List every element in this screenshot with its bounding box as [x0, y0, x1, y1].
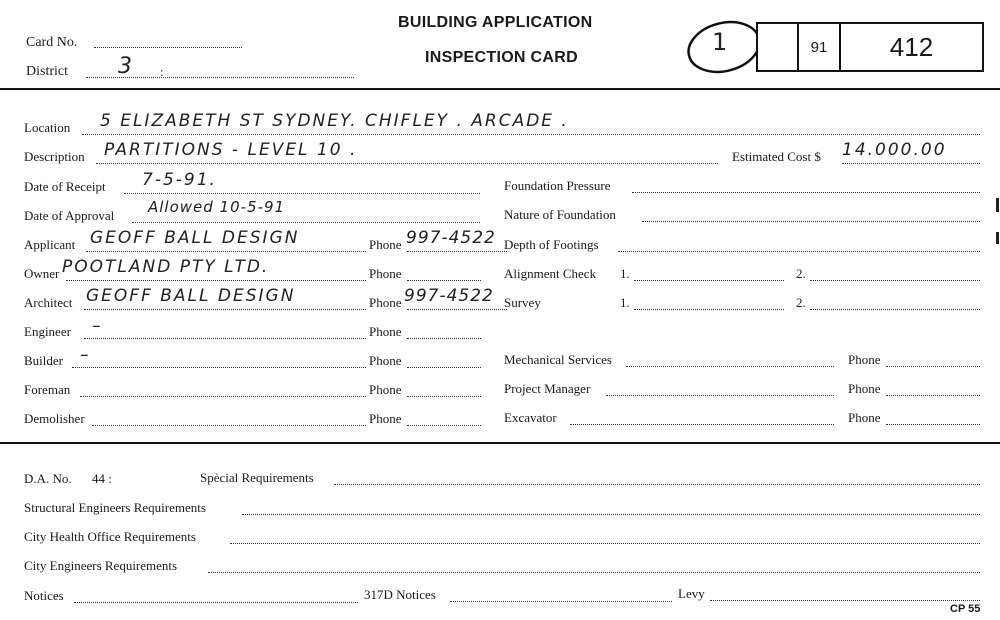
architect-phone-label: Phone [369, 295, 402, 310]
circle-mark-digit: 1 [712, 28, 730, 56]
architect-phone-field[interactable] [407, 309, 507, 310]
engineer-phone-field[interactable] [407, 338, 481, 339]
demolisher-phone-field[interactable] [407, 425, 481, 426]
mechanical-phone-label: Phone [848, 352, 881, 367]
structural-req-field[interactable] [242, 514, 980, 515]
date-approval-label: Date of Approval [24, 208, 115, 223]
project-manager-phone-field[interactable] [886, 395, 980, 396]
applicant-phone-value: 997-4522 [406, 228, 496, 248]
right-edge-mark [996, 198, 999, 212]
builder-phone-label: Phone [369, 353, 402, 368]
structural-req-label: Structural Engineers Requirements [24, 500, 206, 515]
applicant-value: GEOFF BALL DESIGN [90, 228, 300, 248]
demolisher-phone-label: Phone [369, 411, 402, 426]
survey-label: Survey [504, 295, 541, 310]
alignment-num1: 1. [620, 266, 630, 281]
excavator-field[interactable] [570, 424, 834, 425]
applicant-label: Applicant [24, 237, 76, 252]
foreman-field[interactable] [80, 396, 366, 397]
builder-phone-field[interactable] [407, 367, 481, 368]
notices-label: Notices [24, 588, 64, 603]
description-field[interactable] [96, 163, 718, 164]
description-label: Description [24, 149, 85, 164]
architect-value: GEOFF BALL DESIGN [86, 286, 296, 306]
nature-foundation-label: Nature of Foundation [504, 207, 616, 222]
location-label: Location [24, 120, 71, 135]
description-value: PARTITIONS - LEVEL 10 . [104, 140, 358, 160]
district-suffix: : [160, 64, 164, 79]
notices-field[interactable] [74, 602, 358, 603]
foreman-phone-field[interactable] [407, 396, 481, 397]
engineers-req-label: City Engineers Requirements [24, 558, 178, 573]
estimated-cost-value: 14.000.00 [842, 140, 947, 160]
alignment-field-1[interactable] [634, 280, 784, 281]
architect-field[interactable] [84, 309, 366, 310]
excavator-phone-field[interactable] [886, 424, 980, 425]
project-manager-label: Project Manager [504, 381, 591, 396]
mechanical-services-label: Mechanical Services [504, 352, 612, 367]
project-manager-field[interactable] [606, 395, 834, 396]
district-label: District [26, 64, 68, 79]
project-manager-phone-label: Phone [848, 381, 881, 396]
card-no-field[interactable] [94, 47, 242, 48]
form-title-line1: BUILDING APPLICATION [398, 14, 593, 31]
owner-phone-field[interactable] [407, 280, 481, 281]
special-requirements-field[interactable] [334, 484, 980, 485]
alignment-num2: 2. [796, 266, 806, 281]
owner-label: Owner [24, 266, 60, 281]
owner-field[interactable] [66, 280, 366, 281]
date-receipt-field[interactable] [124, 193, 480, 194]
district-value: 3 [118, 54, 134, 79]
health-req-label: City Health Office Requirements [24, 529, 196, 544]
health-req-field[interactable] [230, 543, 980, 544]
alignment-field-2[interactable] [810, 280, 980, 281]
form-title-line2: INSPECTION CARD [425, 49, 578, 66]
applicant-field[interactable] [86, 251, 366, 252]
excavator-phone-label: Phone [848, 410, 881, 425]
survey-num2: 2. [796, 295, 806, 310]
estimated-cost-field[interactable] [842, 163, 980, 164]
card-no-label: Card No. [26, 35, 78, 50]
applicant-phone-field[interactable] [407, 251, 507, 252]
engineer-value: – [92, 316, 103, 336]
depth-footings-label: Depth of Footings [504, 237, 599, 252]
owner-value: POOTLAND PTY LTD. [62, 257, 270, 277]
engineer-phone-label: Phone [369, 324, 402, 339]
mechanical-services-field[interactable] [626, 366, 834, 367]
location-value: 5 ELIZABETH ST SYDNEY. CHIFLEY . ARCADE . [100, 111, 569, 131]
date-approval-field[interactable] [132, 222, 480, 223]
foreman-label: Foreman [24, 382, 71, 397]
demolisher-field[interactable] [92, 425, 366, 426]
foreman-phone-label: Phone [369, 382, 402, 397]
foundation-pressure-field[interactable] [632, 192, 980, 193]
excavator-label: Excavator [504, 410, 557, 425]
builder-field[interactable] [72, 367, 366, 368]
applicant-phone-label: Phone [369, 237, 402, 252]
card-number-prefix: 91 [810, 38, 828, 56]
levy-field[interactable] [710, 600, 980, 601]
architect-phone-value: 997-4522 [404, 286, 494, 306]
survey-num1: 1. [620, 295, 630, 310]
depth-footings-field[interactable] [618, 251, 980, 252]
location-field[interactable] [82, 134, 980, 135]
engineer-label: Engineer [24, 324, 71, 339]
card-number-box-small [756, 22, 800, 72]
card-number-box-mid [797, 22, 841, 72]
da-no-label: D.A. No. [24, 471, 72, 486]
foundation-pressure-label: Foundation Pressure [504, 178, 611, 193]
builder-value: – [80, 345, 91, 365]
demolisher-label: Demolisher [24, 411, 85, 426]
card-number-value: 412 [889, 31, 934, 62]
levy-label: Levy [678, 586, 705, 601]
architect-label: Architect [24, 295, 73, 310]
right-edge-mark-2 [996, 232, 999, 244]
date-approval-value: Allowed 10-5-91 [148, 198, 286, 216]
alignment-check-label: Alignment Check [504, 266, 597, 281]
engineers-req-field[interactable] [208, 572, 980, 573]
builder-label: Builder [24, 353, 63, 368]
estimated-cost-label: Estimated Cost $ [732, 149, 821, 164]
da-no-value: 44 : [92, 471, 112, 486]
form-code: CP 55 [950, 603, 981, 615]
header-divider [0, 88, 1000, 90]
notices-317d-label: 317D Notices [364, 587, 436, 602]
survey-field-1[interactable] [634, 309, 784, 310]
special-requirements-label: Spècial Requirements [200, 470, 314, 485]
survey-field-2[interactable] [810, 309, 980, 310]
date-receipt-label: Date of Receipt [24, 179, 106, 194]
date-receipt-value: 7-5-91. [142, 170, 217, 190]
notices-317d-field[interactable] [450, 601, 672, 602]
nature-foundation-field[interactable] [642, 221, 980, 222]
card-number-box-large [839, 22, 984, 72]
mechanical-phone-field[interactable] [886, 366, 980, 367]
engineer-field[interactable] [84, 338, 366, 339]
owner-phone-label: Phone [369, 266, 402, 281]
section-divider [0, 442, 1000, 444]
